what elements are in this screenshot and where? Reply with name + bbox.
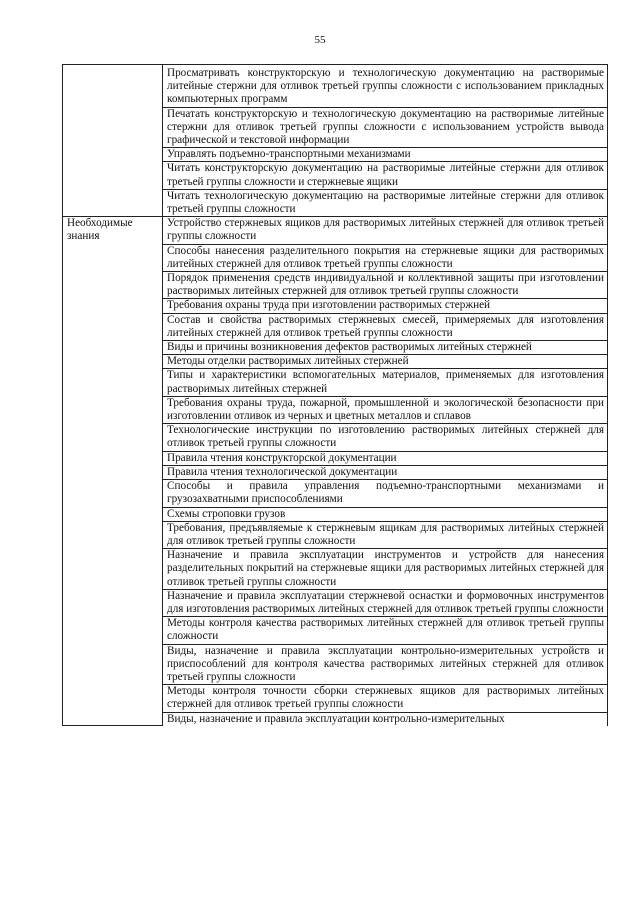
- table-row: [63, 65, 608, 108]
- table-row: [63, 217, 608, 244]
- row-text: Правила чтения конструкторской документации: [163, 451, 608, 465]
- table-body: [63, 65, 608, 726]
- row-text: Правила чтения технологической документации: [163, 465, 608, 479]
- row-text: Порядок применения средств индивидуальной и коллективной защиты при изготовлении растворимых литейных стержней для отливок третьей группы сложности: [163, 272, 608, 299]
- row-group-label: [63, 65, 163, 217]
- row-text: Способы и правила управления подъемно-транспортными механизмами и грузозахватными приспособлениями: [163, 480, 608, 507]
- row-text: Читать технологическую документацию на растворимые литейные стержни для отливок третьей группы сложности: [163, 189, 608, 216]
- row-text: Устройство стержневых ящиков для растворимых литейных стержней для отливок третьей группы сложности: [163, 217, 608, 244]
- row-text: Требования, предъявляемые к стержневым ящикам для растворимых литейных стержней для отливок третьей группы сложности: [163, 521, 608, 548]
- row-text: Управлять подъемно-транспортными механизмами: [163, 148, 608, 162]
- row-text: Назначение и правила эксплуатации стержневой оснастки и формовочных инструментов для изготовления растворимых литейных стержней для отливок третьей группы сложности: [163, 589, 608, 616]
- row-text: Просматривать конструкторскую и технологическую документацию на растворимые литейные стержни для отливок третьей группы сложности с использованием прикладных компьютерных программ: [163, 65, 608, 108]
- row-text: Назначение и правила эксплуатации инструментов и устройств для нанесения разделительных покрытий на стержневые ящики для растворимых литейных стержней для отливок третьей группы сложности: [163, 549, 608, 590]
- row-text: Схемы строповки грузов: [163, 507, 608, 521]
- row-text: Состав и свойства растворимых стержневых смесей, примеряемых для изготовления литейных стержней для отливок третьей группы сложности: [163, 313, 608, 340]
- row-text: Технологические инструкции по изготовлению растворимых литейных стержней для отливок третьей группы сложности: [163, 424, 608, 451]
- page-number: 55: [314, 34, 326, 46]
- row-text: Способы нанесения разделительного покрытия на стержневые ящики для растворимых литейных стержней для отливок третьей группы сложности: [163, 244, 608, 271]
- row-text: Печатать конструкторскую и технологическую документацию на растворимые литейные стержни для отливок третьей группы сложности с использованием устройств вывода графической и текстовой информации: [163, 107, 608, 148]
- row-text: Методы отделки растворимых литейных стержней: [163, 355, 608, 369]
- row-text: Требования охраны труда при изготовлении растворимых стержней: [163, 299, 608, 313]
- row-text: Виды и причины возникновения дефектов растворимых литейных стержней: [163, 341, 608, 355]
- competency-table: [62, 64, 608, 726]
- row-text: Виды, назначение и правила эксплуатации контрольно-измерительных: [163, 712, 608, 726]
- row-text: Методы контроля точности сборки стержневых ящиков для растворимых литейных стержней для отливок третьей группы сложности: [163, 685, 608, 712]
- row-text: Требования охраны труда, пожарной, промышленной и экологической безопасности при изготовлении отливок из черных и цветных металлов и сплавов: [163, 396, 608, 423]
- row-text: Виды, назначение и правила эксплуатации контрольно-измерительных устройств и приспособлений для контроля качества растворимых литейных стержней для отливок третьей группы сложности: [163, 644, 608, 685]
- row-group-label: Необходимые знания: [63, 217, 163, 726]
- row-text: Методы контроля качества растворимых литейных стержней для отливок третьей группы сложности: [163, 617, 608, 644]
- row-text: Типы и характеристики вспомогательных материалов, применяемых для изготовления растворимых литейных стержней: [163, 369, 608, 396]
- row-text: Читать конструкторскую документацию на растворимые литейные стержни для отливок третьей группы сложности и стержневые ящики: [163, 162, 608, 189]
